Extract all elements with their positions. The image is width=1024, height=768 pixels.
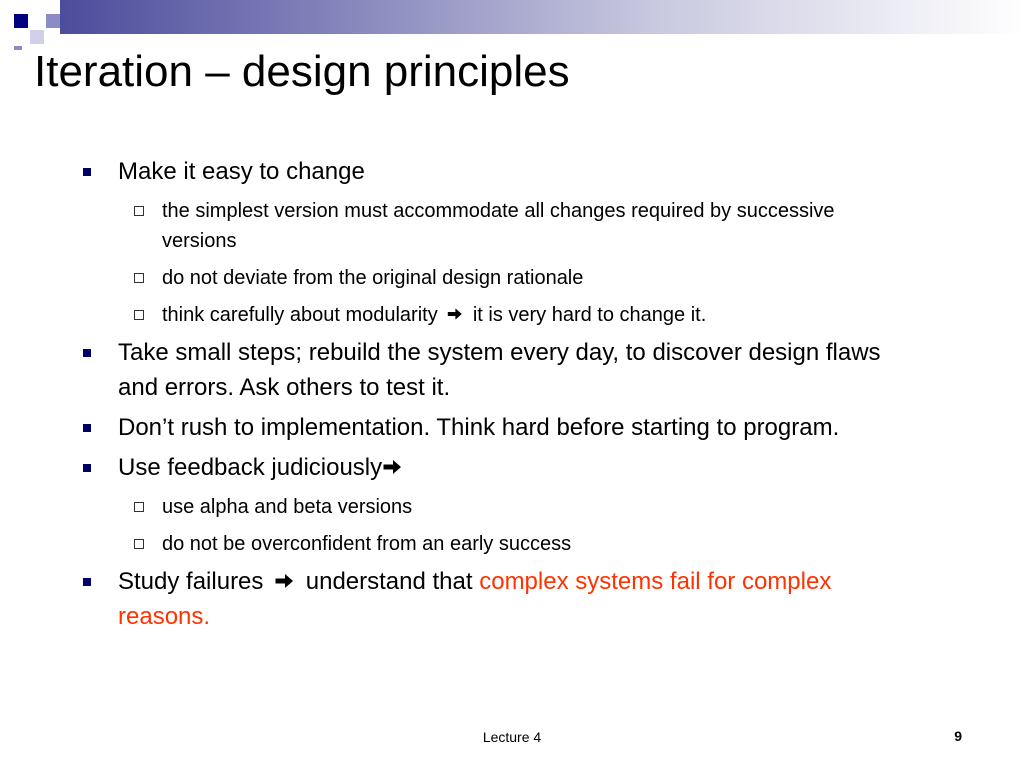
sub-bullet-item <box>123 492 908 522</box>
hollow-square-bullet-icon <box>134 310 144 320</box>
right-arrow-icon <box>274 571 295 591</box>
square-bullet-icon <box>83 424 91 432</box>
bullet-item <box>78 450 908 485</box>
bullet-item <box>78 564 908 634</box>
highlighted-text: complex systems fail for complex reasons. <box>118 568 832 630</box>
sub-bullet-item <box>123 196 908 256</box>
sub-bullet-text: do not be overconfident from an early success <box>162 533 572 555</box>
sub-bullet-item <box>123 263 908 293</box>
footer-lecture-label: Lecture 4 <box>482 729 542 745</box>
bullet-item <box>78 410 908 445</box>
bullet-text: Use feedback judiciously <box>118 454 383 481</box>
right-arrow-icon <box>382 457 403 477</box>
lilac-square <box>46 14 60 28</box>
hollow-square-bullet-icon <box>134 273 144 283</box>
right-arrow-icon <box>446 306 464 322</box>
hollow-square-bullet-icon <box>134 539 144 549</box>
bullet-item <box>78 335 908 405</box>
bullet-text: Don’t rush to implementation. Think hard before starting to program. <box>118 414 840 441</box>
sub-bullet-text: think carefully about modularity <box>162 304 438 326</box>
slide-title: Iteration – design principles <box>34 47 570 96</box>
square-bullet-icon <box>83 349 91 357</box>
bullet-text-after-arrow: understand that <box>305 568 473 595</box>
square-bullet-icon <box>83 168 91 176</box>
bullet-item <box>78 154 908 189</box>
square-bullet-icon <box>83 578 91 586</box>
sub-bullet-text: the simplest version must accommodate all changes required by successive versions <box>162 200 835 252</box>
lilac-square-small <box>14 46 22 50</box>
sub-bullet-item <box>123 300 908 330</box>
sub-bullet-text-after-arrow: it is very hard to change it. <box>472 304 707 326</box>
square-bullet-icon <box>83 464 91 472</box>
page-number: 9 <box>954 728 962 744</box>
header-gradient-bar <box>60 0 1024 34</box>
hollow-square-bullet-icon <box>134 502 144 512</box>
slide-body <box>78 154 908 634</box>
sub-bullet-item <box>123 529 908 559</box>
hollow-square-bullet-icon <box>134 206 144 216</box>
sub-bullet-text: do not deviate from the original design rationale <box>162 267 584 289</box>
sub-bullet-text: use alpha and beta versions <box>162 496 413 518</box>
bullet-text: Make it easy to change <box>118 158 365 185</box>
bullet-text: Study failures <box>118 568 264 595</box>
bullet-text: Take small steps; rebuild the system every day, to discover design flaws and errors. Ask others to test it. <box>118 339 881 401</box>
navy-square <box>14 14 28 28</box>
